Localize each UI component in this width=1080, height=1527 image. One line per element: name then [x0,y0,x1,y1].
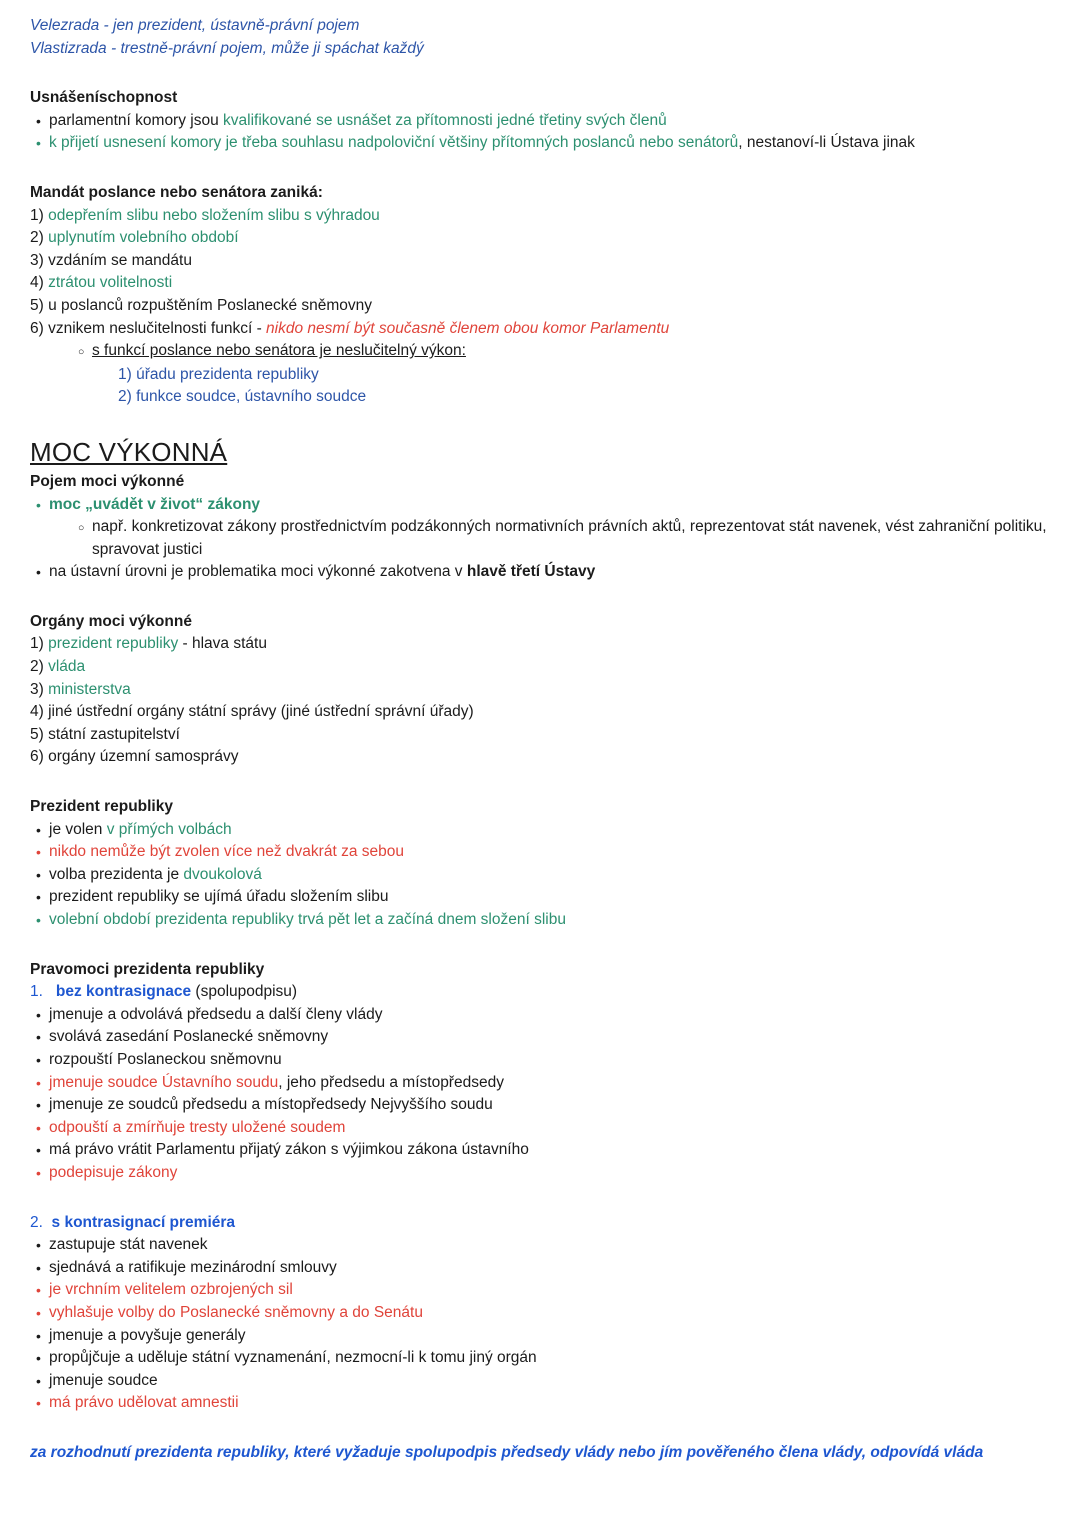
text-segment: v přímých volbách [106,820,232,838]
line-content [30,87,1054,110]
line-content [49,1004,1054,1027]
section-heading [30,182,1054,205]
text-line [30,656,1054,679]
section-president-powers-with-countersignature [30,1212,1054,1415]
bullet-dot-marker: • [36,135,41,152]
line-content [30,959,1054,982]
line-content [49,864,1054,887]
line-content [30,633,1054,656]
text-segment: 2) funkce soudce, ústavního soudce [118,388,367,406]
line-content [30,746,1054,769]
line-content [49,886,1054,909]
text-line [30,1162,1054,1185]
line-content [49,1234,1054,1257]
line-content [49,132,1054,155]
line-content [30,205,1054,228]
line-content [30,318,1054,341]
section-heading [30,471,1054,494]
text-segment: kvalifikované se usnášet za přítomnosti jedné třetiny svých členů [223,111,667,129]
text-segment: prezident republiky se ujímá úřadu složením slibu [49,888,389,906]
text-segment: ministerstva [48,680,131,698]
text-segment: 5) státní zastupitelství [30,725,180,743]
bullet-dot-marker: • [36,1327,41,1344]
line-content [30,796,1054,819]
line-content [118,364,1054,387]
text-line [30,864,1054,887]
text-line [30,1117,1054,1140]
text-line [30,1392,1054,1415]
line-content [30,15,1054,38]
bullet-dot-marker: • [36,1164,41,1181]
text-line [30,110,1054,133]
text-line [30,1302,1054,1325]
line-content [49,819,1054,842]
text-segment: Mandát poslance nebo senátora zaniká: [30,183,323,201]
text-line [30,250,1054,273]
text-segment: MOC VÝKONNÁ [30,436,228,467]
text-segment: odepřením slibu nebo složením slibu s výhradou [48,206,380,224]
line-content [30,679,1054,702]
line-content [49,841,1054,864]
text-segment: 4) jiné ústřední orgány státní správy (jiné ústřední správní úřady) [30,703,474,721]
text-segment: má právo udělovat amnestii [49,1394,239,1412]
line-content [30,227,1054,250]
text-segment: jmenuje a povyšuje generály [49,1326,246,1344]
text-line [30,633,1054,656]
text-segment: podepisuje zákony [49,1163,178,1181]
bullet-dot-marker: • [36,821,41,838]
text-line [30,841,1054,864]
text-line [30,724,1054,747]
text-segment: Vlastizrada - trestně-právní pojem, může ji spáchat každý [30,39,424,57]
section-heading [30,959,1054,982]
text-line [30,886,1054,909]
section-executive-power [30,436,1054,584]
bullet-dot-marker: • [36,112,41,129]
line-content [30,38,1054,61]
text-segment: zastupuje stát navenek [49,1236,208,1254]
line-content [49,1347,1054,1370]
text-segment: ztrátou volitelnosti [48,274,173,292]
bullet-dot-marker: • [36,912,41,928]
text-segment: 1) [30,635,49,653]
text-segment: 1) [30,206,49,224]
bullet-dot-marker: • [36,1395,41,1412]
text-segment: za rozhodnutí prezidenta republiky, které vyžaduje spolupodpis předsedy vlády nebo jím pověřeného člena vlády, odpovídá vláda [30,1443,984,1461]
line-content [49,1094,1054,1117]
document-body [30,15,1054,1464]
text-segment: moc „uvádět v život“ zákony [49,495,261,513]
bullet-dot-marker: • [36,1074,41,1091]
text-line [30,1026,1054,1049]
text-segment: uplynutím volebního období [48,229,239,247]
text-segment: 3) vzdáním se mandátu [30,251,192,269]
text-line [30,516,1054,561]
text-segment: s kontrasignací premiéra [51,1213,236,1231]
line-content [118,386,1054,409]
text-segment: např. konkretizovat zákony prostřednictvím podzákonných normativních právních aktů, reprezentovat stát navenek, vést zahraniční politiku, spravovat justici [92,518,1051,558]
text-segment: jmenuje soudce [49,1371,158,1389]
text-segment: je volen [49,820,107,838]
text-segment: 5) u poslanců rozpuštěním Poslanecké sněmovny [30,296,373,314]
line-content [49,494,1054,517]
text-segment: - hlava státu [178,635,267,653]
line-content [30,724,1054,747]
section-heading [30,611,1054,634]
text-line [30,909,1054,932]
text-line [30,364,1054,387]
text-line [30,1094,1054,1117]
text-segment: rozpouští Poslaneckou sněmovnu [49,1050,282,1068]
line-content [92,340,1054,363]
text-segment: , jeho předsedu a místopředsedy [278,1073,504,1091]
line-content [49,561,1054,584]
line-content [92,516,1054,561]
line-content [49,1049,1054,1072]
section-president [30,796,1054,932]
text-line [30,981,1054,1004]
text-segment: 6) vznikem neslučitelnosti funkcí - [30,319,267,337]
line-content [30,1442,1054,1465]
text-segment: 2. [30,1213,52,1231]
circle-bullet-marker: ○ [78,346,85,359]
text-line [30,340,1054,364]
text-line [30,561,1054,584]
line-content [30,182,1054,205]
bullet-dot-marker: • [36,1237,41,1254]
text-segment: 1) úřadu prezidenta republiky [118,365,319,383]
section-treason-definitions [30,15,1054,60]
text-segment: Pojem moci výkonné [30,472,185,490]
text-line [30,679,1054,702]
text-segment: je vrchním velitelem ozbrojených sil [49,1281,293,1299]
bullet-dot-marker: • [36,1029,41,1046]
line-content [30,701,1054,724]
text-line [30,494,1054,517]
text-segment: na ústavní úrovni je problematika moci výkonné zakotvena v [49,563,467,581]
text-segment: dvoukolová [183,865,262,883]
text-line [30,38,1054,61]
text-segment: hlavě třetí Ústavy [466,563,596,581]
line-content [49,1325,1054,1348]
line-content [49,1117,1054,1140]
section-heading [30,796,1054,819]
bullet-dot-marker: • [36,1119,41,1136]
text-segment: nikdo nesmí být současně členem obou komor Parlamentu [266,319,670,337]
section-mandate-termination [30,182,1054,409]
section-executive-bodies [30,611,1054,769]
text-segment: Velezrada - jen prezident, ústavně-právní pojem [30,17,360,34]
text-segment: 3) [30,680,49,698]
text-segment: Usnášeníschopnost [30,89,178,107]
bullet-dot-marker: • [36,1350,41,1367]
text-segment: Prezident republiky [30,798,173,816]
text-line [30,1442,1054,1465]
line-content [30,471,1054,494]
text-segment: volba prezidenta je [49,865,184,883]
text-segment: parlamentní komory jsou [49,111,224,129]
line-content [30,436,1054,468]
text-line [30,295,1054,318]
line-content [49,1162,1054,1185]
bullet-dot-marker: • [36,844,41,861]
text-line [30,386,1054,409]
line-content [30,250,1054,273]
text-line [30,746,1054,769]
line-content [49,1370,1054,1393]
text-segment: prezident republiky [48,635,179,653]
text-segment: volební období prezidenta republiky trvá pět let a začíná dnem složení slibu [49,911,566,928]
line-content [49,1257,1054,1280]
line-content [30,981,1054,1004]
bullet-dot-marker: • [36,1282,41,1299]
text-segment: k přijetí usnesení komory je třeba souhlasu nadpoloviční většiny přítomných poslanců nebo senátorů [49,134,739,152]
line-content [49,110,1054,133]
bullet-dot-marker: • [36,1006,41,1023]
text-segment: bez kontrasignace [55,983,192,1001]
text-line [30,1325,1054,1348]
line-content [49,1302,1054,1325]
bullet-dot-marker: • [36,1051,41,1068]
line-content [30,611,1054,634]
text-segment: Pravomoci prezidenta republiky [30,960,265,978]
text-line [30,701,1054,724]
text-line [30,819,1054,842]
text-line [30,1234,1054,1257]
text-segment: propůjčuje a uděluje státní vyznamenání, nezmocní-li k tomu jiný orgán [49,1349,537,1367]
text-segment: sjednává a ratifikuje mezinárodní smlouvy [49,1258,337,1276]
bullet-dot-marker: • [36,866,41,883]
text-segment: s funkcí poslance nebo senátora je neslučitelný výkon: [92,342,466,360]
bullet-dot-marker: • [36,1304,41,1321]
section-heading [30,87,1054,110]
line-content [49,909,1054,932]
text-line [30,1370,1054,1393]
text-segment: 6) orgány územní samosprávy [30,748,239,766]
text-segment: , nestanoví-li Ústava jinak [738,134,915,152]
text-line [30,1279,1054,1302]
text-segment: svolává zasedání Poslanecké sněmovny [49,1028,329,1046]
bullet-dot-marker: • [36,1259,41,1276]
text-segment: 4) [30,274,49,292]
text-segment: odpouští a zmírňuje tresty uložené soudem [49,1118,346,1136]
line-content [49,1279,1054,1302]
text-segment: 2) [30,658,49,676]
text-line [30,272,1054,295]
line-content [30,656,1054,679]
text-line [30,1139,1054,1162]
text-segment: Orgány moci výkonné [30,612,192,630]
text-segment: 1. [30,983,56,1001]
text-segment: vláda [48,658,86,676]
bullet-dot-marker: • [36,1097,41,1114]
text-segment: jmenuje soudce Ústavního soudu [49,1073,279,1091]
section-government-responsibility-note [30,1442,1054,1465]
bullet-dot-marker: • [36,496,41,513]
line-content [49,1026,1054,1049]
text-segment: má právo vrátit Parlamentu přijatý zákon s výjimkou zákona ústavního [49,1141,529,1159]
bullet-dot-marker: • [36,1372,41,1389]
page-title [30,436,1054,468]
text-line [30,1257,1054,1280]
line-content [30,272,1054,295]
text-line [30,1004,1054,1027]
text-line [30,205,1054,228]
text-line [30,132,1054,155]
text-line [30,1347,1054,1370]
bullet-dot-marker: • [36,564,41,581]
line-content [49,1392,1054,1415]
line-content [49,1072,1054,1095]
text-segment: vyhlašuje volby do Poslanecké sněmovny a do Senátu [49,1303,423,1321]
line-content [30,1212,1054,1235]
text-line [30,1072,1054,1095]
text-segment: jmenuje a odvolává předsedu a další členy vlády [49,1005,383,1023]
text-segment: 2) [30,229,49,247]
section-president-powers-without-countersignature [30,959,1054,1185]
text-segment: (spolupodpisu) [191,983,298,1001]
line-content [49,1139,1054,1162]
text-segment: nikdo nemůže být zvolen více než dvakrát za sebou [49,843,404,861]
text-line [30,1049,1054,1072]
circle-bullet-marker: ○ [78,522,85,535]
text-line [30,318,1054,341]
bullet-dot-marker: • [36,889,41,906]
text-line [30,227,1054,250]
line-content [30,295,1054,318]
text-line [30,1212,1054,1235]
text-segment: jmenuje ze soudců předsedu a místopředsedy Nejvyššího soudu [49,1096,493,1114]
section-quorum [30,87,1054,155]
text-line [30,15,1054,38]
bullet-dot-marker: • [36,1142,41,1159]
